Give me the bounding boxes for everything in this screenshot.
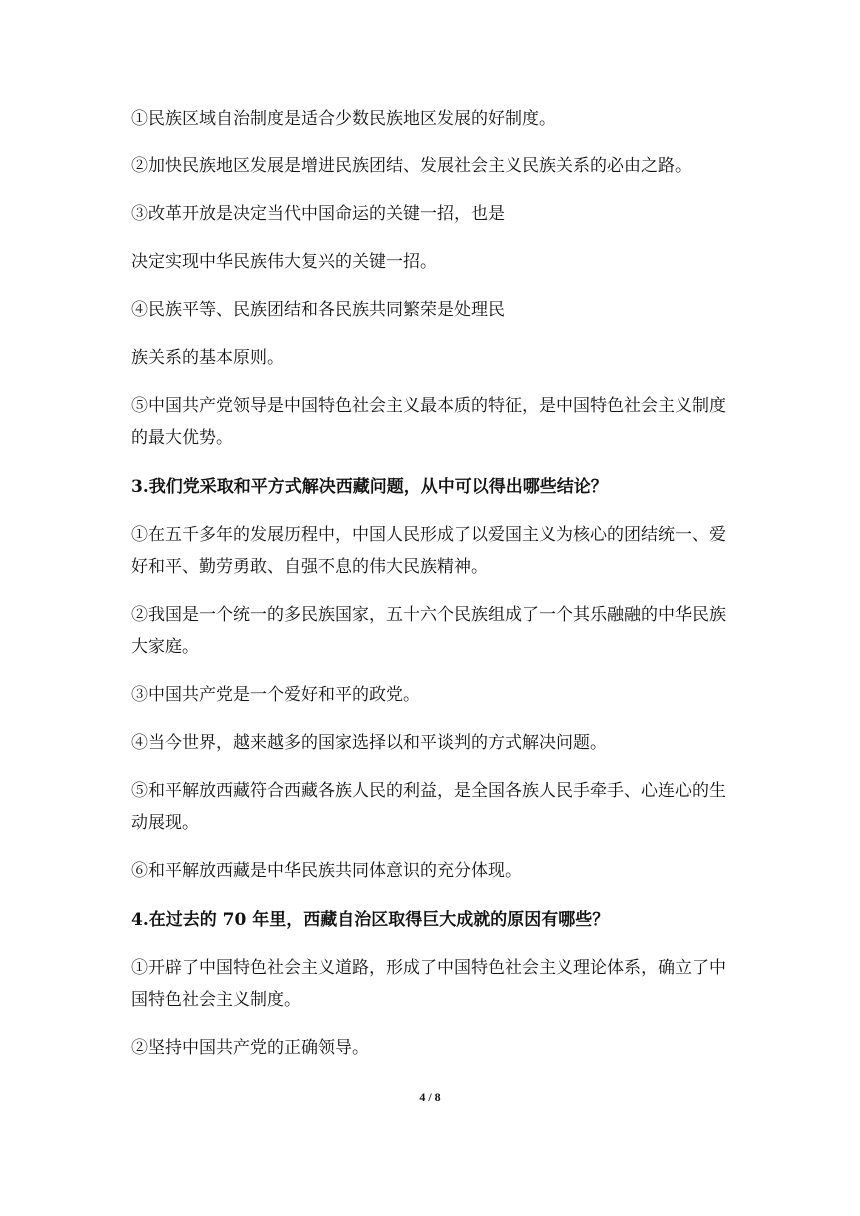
paragraph-line: 的最大优势。 — [131, 428, 233, 448]
paragraph-line: 好和平、勤劳勇敢、自强不息的伟大民族精神。 — [131, 557, 488, 577]
paragraph-line: ④民族平等、民族团结和各民族共同繁荣是处理民 — [131, 300, 505, 320]
paragraph-line: 国特色社会主义制度。 — [131, 990, 301, 1010]
paragraph-line: ③改革开放是决定当代中国命运的关键一招，也是 — [131, 204, 505, 224]
page-number: 4 / 8 — [419, 1090, 441, 1104]
paragraph-line: ①在五千多年的发展历程中，中国人民形成了以爱国主义为核心的团结统一、爱 — [131, 525, 726, 545]
paragraph-line: 族关系的基本原则。 — [131, 348, 284, 368]
paragraph-line: ①开辟了中国特色社会主义道路，形成了中国特色社会主义理论体系，确立了中 — [131, 958, 726, 978]
paragraph-line: ⑥和平解放西藏是中华民族共同体意识的充分体现。 — [131, 861, 522, 881]
paragraph-line: ②我国是一个统一的多民族国家，五十六个民族组成了一个其乐融融的中华民族 — [131, 605, 726, 625]
question-heading: 3.我们党采取和平方式解决西藏问题，从中可以得出哪些结论？ — [131, 477, 608, 497]
paragraph-line: 动展现。 — [131, 813, 199, 833]
paragraph-line: 决定实现中华民族伟大复兴的关键一招。 — [131, 252, 437, 272]
paragraph-line: 大家庭。 — [131, 637, 199, 657]
paragraph-line: ⑤中国共产党领导是中国特色社会主义最本质的特征，是中国特色社会主义制度 — [131, 396, 726, 416]
question-heading: 4.在过去的 70 年里，西藏自治区取得巨大成就的原因有哪些？ — [131, 910, 610, 930]
paragraph-line: ③中国共产党是一个爱好和平的政党。 — [131, 685, 420, 705]
paragraph-line: ⑤和平解放西藏符合西藏各族人民的利益，是全国各族人民手牵手、心连心的生 — [131, 781, 726, 801]
paragraph-line: ④当今世界，越来越多的国家选择以和平谈判的方式解决问题。 — [131, 733, 607, 753]
paragraph-line: ②坚持中国共产党的正确领导。 — [131, 1038, 369, 1058]
paragraph-line: ①民族区域自治制度是适合少数民族地区发展的好制度。 — [131, 109, 556, 129]
paragraph-line: ②加快民族地区发展是增进民族团结、发展社会主义民族关系的必由之路。 — [131, 156, 692, 176]
